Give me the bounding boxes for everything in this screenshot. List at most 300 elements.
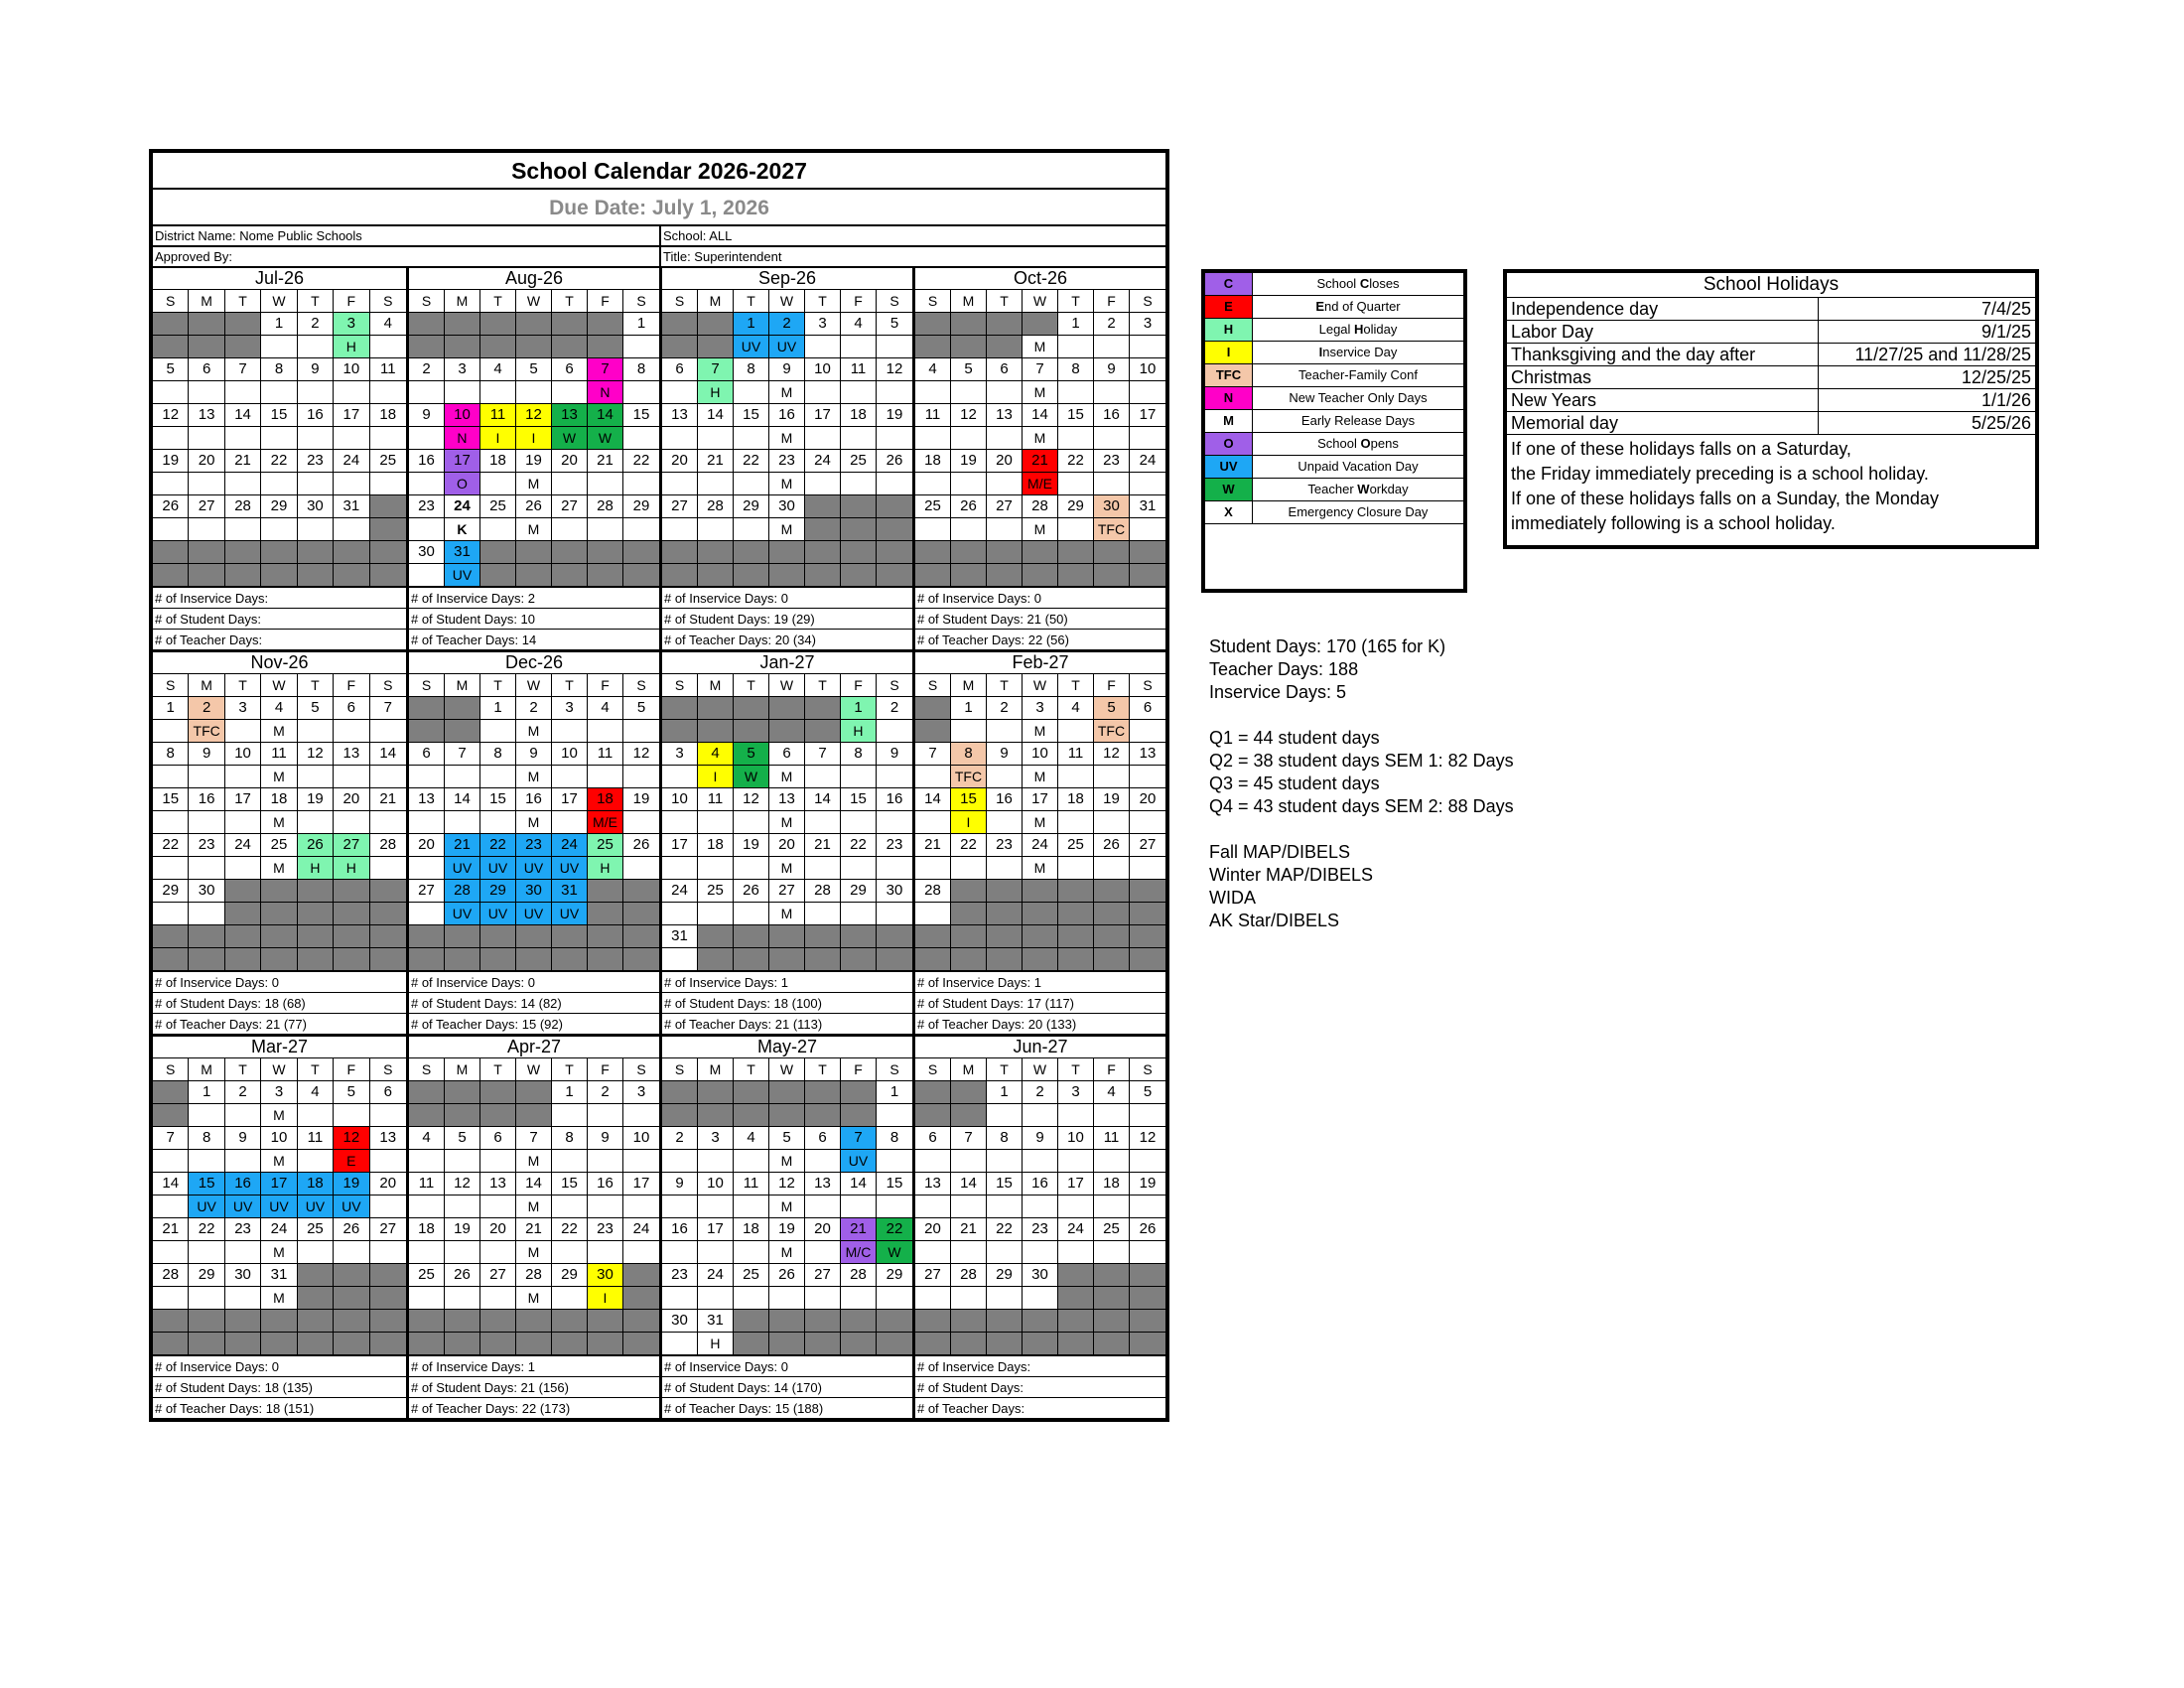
day-cell: 2	[769, 313, 805, 336]
day-cell	[805, 1081, 841, 1104]
day-code-cell	[189, 336, 224, 358]
weekday-header: S	[370, 674, 406, 697]
day-cell: 27	[552, 495, 588, 518]
day-code-cell	[915, 336, 951, 358]
legend-description	[1253, 456, 1463, 478]
weekday-header: W	[1023, 290, 1058, 313]
weekday-header: S	[370, 1058, 406, 1081]
day-cell: 11	[698, 788, 734, 811]
day-cell	[298, 1310, 334, 1333]
day-code-cell	[445, 1333, 480, 1355]
day-cell	[298, 880, 334, 903]
weekday-header: T	[734, 1058, 769, 1081]
day-cell: 29	[261, 495, 297, 518]
day-code-cell	[623, 1333, 659, 1355]
day-cell	[734, 697, 769, 720]
day-code-cell	[623, 948, 659, 971]
day-cell	[987, 1310, 1023, 1333]
day-cell	[951, 1310, 987, 1333]
day-cell: 6	[662, 358, 698, 381]
day-cell: 27	[662, 495, 698, 518]
day-code-cell	[189, 766, 224, 788]
weekday-header: W	[516, 1058, 552, 1081]
day-code-cell	[877, 766, 912, 788]
holiday-date: 7/4/25	[1980, 299, 2031, 319]
weekday-header: S	[915, 290, 951, 313]
day-cell: 29	[877, 1264, 912, 1287]
day-cell: 16	[1023, 1173, 1058, 1196]
day-cell: 10	[623, 1127, 659, 1150]
day-cell: 23	[877, 834, 912, 857]
day-code-cell: M	[769, 427, 805, 450]
day-cell	[1023, 313, 1058, 336]
day-cell	[552, 541, 588, 564]
day-cell: 21	[588, 450, 623, 473]
day-code-cell	[805, 766, 841, 788]
day-code-cell	[698, 811, 734, 834]
day-cell: 7	[516, 1127, 552, 1150]
day-code-cell	[951, 1150, 987, 1173]
day-cell: 18	[370, 404, 406, 427]
day-code-cell	[734, 1196, 769, 1218]
day-code-cell	[1058, 381, 1094, 404]
day-code-cell: I	[516, 427, 552, 450]
month-days	[662, 674, 912, 971]
day-code-cell	[334, 1241, 369, 1264]
day-cell: 14	[588, 404, 623, 427]
day-cell	[1094, 1264, 1130, 1287]
day-cell: 28	[445, 880, 480, 903]
day-cell: 27	[334, 834, 369, 857]
day-code-cell	[1058, 1333, 1094, 1355]
day-cell: 17	[552, 788, 588, 811]
stat-line: Q1 = 44 student days	[1209, 728, 1380, 748]
day-cell: 28	[915, 880, 951, 903]
month-name: Jan-27	[662, 652, 912, 674]
day-cell: 20	[334, 788, 369, 811]
day-code-cell	[877, 1196, 912, 1218]
day-cell	[915, 313, 951, 336]
day-cell	[662, 1081, 698, 1104]
month-name: Feb-27	[915, 652, 1165, 674]
student-count: # of Student Days: 19 (29)	[662, 608, 912, 629]
stat-line	[1209, 704, 1514, 727]
day-code-cell	[734, 1241, 769, 1264]
day-code-cell	[841, 564, 877, 587]
day-cell	[769, 1081, 805, 1104]
day-cell: 26	[298, 834, 334, 857]
day-code-cell	[877, 857, 912, 880]
legend	[1201, 269, 1467, 593]
day-cell: 18	[1094, 1173, 1130, 1196]
day-code-cell	[698, 1104, 734, 1127]
day-code-cell: E	[334, 1150, 369, 1173]
day-cell: 20	[552, 450, 588, 473]
day-code-cell	[951, 857, 987, 880]
day-code-cell	[334, 1333, 369, 1355]
weekday-header: W	[1023, 1058, 1058, 1081]
day-code-cell	[841, 766, 877, 788]
day-cell: 23	[409, 495, 445, 518]
day-cell	[516, 1310, 552, 1333]
day-cell: 19	[623, 788, 659, 811]
day-cell: 7	[915, 743, 951, 766]
day-code-cell	[1094, 1333, 1130, 1355]
day-cell: 15	[951, 788, 987, 811]
day-code-cell	[734, 1104, 769, 1127]
day-code-cell	[298, 1104, 334, 1127]
day-code-cell	[805, 473, 841, 495]
day-code-cell	[298, 427, 334, 450]
stat-line: AK Star/DIBELS	[1209, 911, 1340, 930]
day-code-cell	[334, 720, 369, 743]
day-cell: 10	[261, 1127, 297, 1150]
day-cell: 7	[588, 358, 623, 381]
day-cell: 28	[516, 1264, 552, 1287]
day-cell: 20	[1130, 788, 1165, 811]
day-code-cell	[153, 336, 189, 358]
day-code-cell	[409, 1333, 445, 1355]
day-code-cell	[409, 948, 445, 971]
day-cell: 8	[951, 743, 987, 766]
day-cell	[623, 541, 659, 564]
day-cell: 3	[261, 1081, 297, 1104]
day-code-cell	[370, 381, 406, 404]
day-cell: 25	[370, 450, 406, 473]
day-code-cell	[409, 473, 445, 495]
day-cell: 19	[334, 1173, 369, 1196]
legend-desc-bold: E	[1315, 299, 1325, 314]
day-cell: 3	[1023, 697, 1058, 720]
day-cell: 24	[225, 834, 261, 857]
day-code-cell: M/E	[1023, 473, 1058, 495]
day-code-cell	[987, 1150, 1023, 1173]
day-code-cell	[409, 720, 445, 743]
day-code-cell	[189, 857, 224, 880]
day-code-cell	[805, 1150, 841, 1173]
student-count: # of Student Days:	[915, 1376, 1165, 1397]
day-cell: 25	[1058, 834, 1094, 857]
day-code-cell	[734, 811, 769, 834]
weekday-header: T	[298, 1058, 334, 1081]
day-code-cell	[480, 1287, 516, 1310]
day-cell: 15	[877, 1173, 912, 1196]
day-cell: 24	[261, 1218, 297, 1241]
student-count: # of Student Days: 21 (156)	[409, 1376, 659, 1397]
day-cell: 10	[698, 1173, 734, 1196]
day-cell: 31	[552, 880, 588, 903]
day-code-cell	[552, 1241, 588, 1264]
stat-line: Teacher Days: 188	[1209, 659, 1359, 679]
day-cell: 12	[951, 404, 987, 427]
day-cell	[769, 925, 805, 948]
day-cell: 6	[1130, 697, 1165, 720]
day-cell: 28	[225, 495, 261, 518]
day-code-cell	[409, 381, 445, 404]
day-cell: 10	[334, 358, 369, 381]
day-code-cell	[409, 336, 445, 358]
school-calendar	[149, 149, 1169, 1422]
day-code-cell	[698, 1287, 734, 1310]
legend-desc-end: nd of Quarter	[1324, 299, 1401, 314]
day-cell: 1	[877, 1081, 912, 1104]
day-cell: 17	[1130, 404, 1165, 427]
day-cell: 8	[480, 743, 516, 766]
day-cell: 24	[445, 495, 480, 518]
month-days	[153, 290, 406, 587]
day-code-cell	[261, 1333, 297, 1355]
holiday-note-line: If one of these holidays falls on a Saturday,	[1511, 439, 1851, 459]
day-code-cell	[445, 336, 480, 358]
holiday-name: Independence day	[1507, 298, 1819, 320]
month-block	[153, 268, 406, 649]
day-cell: 11	[409, 1173, 445, 1196]
day-code-cell	[951, 381, 987, 404]
weekday-header: S	[915, 1058, 951, 1081]
calendar-title: School Calendar 2026-2027	[153, 153, 1165, 190]
day-cell	[480, 925, 516, 948]
day-cell: 1	[623, 313, 659, 336]
day-cell: 5	[516, 358, 552, 381]
day-cell	[370, 1264, 406, 1287]
day-cell: 30	[225, 1264, 261, 1287]
day-cell: 13	[189, 404, 224, 427]
day-cell	[841, 1310, 877, 1333]
day-cell: 19	[951, 450, 987, 473]
day-cell: 6	[769, 743, 805, 766]
day-code-cell	[1094, 1104, 1130, 1127]
legend-desc-bold: W	[1357, 482, 1370, 496]
month-block	[659, 268, 912, 649]
weekday-header: M	[698, 674, 734, 697]
day-cell: 20	[370, 1173, 406, 1196]
month-name: Oct-26	[915, 268, 1165, 290]
day-cell: 6	[189, 358, 224, 381]
day-code-cell	[1094, 766, 1130, 788]
day-code-cell	[1094, 1196, 1130, 1218]
weekday-header: S	[153, 674, 189, 697]
day-cell: 29	[623, 495, 659, 518]
day-cell: 30	[877, 880, 912, 903]
day-cell: 3	[225, 697, 261, 720]
day-cell	[298, 1264, 334, 1287]
day-code-cell	[298, 1287, 334, 1310]
day-cell: 9	[409, 404, 445, 427]
day-code-cell	[153, 1241, 189, 1264]
day-code-cell	[189, 903, 224, 925]
day-code-cell	[261, 336, 297, 358]
day-code-cell	[987, 381, 1023, 404]
day-cell	[662, 541, 698, 564]
legend-desc-bold: O	[1360, 436, 1371, 451]
stat-line: Inservice Days: 5	[1209, 682, 1347, 702]
weekday-header: S	[915, 674, 951, 697]
day-cell	[1023, 1310, 1058, 1333]
student-count: # of Student Days: 21 (50)	[915, 608, 1165, 629]
weekday-header: T	[987, 1058, 1023, 1081]
day-cell: 25	[588, 834, 623, 857]
legend-code: W	[1205, 479, 1253, 500]
day-cell: 12	[877, 358, 912, 381]
day-code-cell: M	[1023, 720, 1058, 743]
day-code-cell: M	[516, 811, 552, 834]
day-code-cell: UV	[298, 1196, 334, 1218]
day-cell: 5	[623, 697, 659, 720]
day-code-cell: M	[769, 857, 805, 880]
day-code-cell	[225, 427, 261, 450]
day-cell: 7	[951, 1127, 987, 1150]
inservice-count: # of Inservice Days: 0	[409, 971, 659, 992]
day-cell: 15	[480, 788, 516, 811]
day-code-cell: UV	[445, 857, 480, 880]
day-code-cell	[662, 903, 698, 925]
school-name: School: ALL	[663, 228, 733, 243]
day-cell: 25	[1094, 1218, 1130, 1241]
day-code-cell	[298, 381, 334, 404]
day-cell: 23	[588, 1218, 623, 1241]
day-code-cell	[1058, 720, 1094, 743]
day-code-cell	[1023, 948, 1058, 971]
day-code-cell	[841, 381, 877, 404]
weekday-header: F	[334, 674, 369, 697]
day-code-cell	[769, 948, 805, 971]
day-cell: 30	[1094, 495, 1130, 518]
day-cell: 23	[516, 834, 552, 857]
month-name: Jun-27	[915, 1037, 1165, 1058]
day-code-cell	[805, 518, 841, 541]
day-cell: 11	[734, 1173, 769, 1196]
day-code-cell	[298, 1333, 334, 1355]
stat-line: Winter MAP/DIBELS	[1209, 865, 1374, 885]
day-cell	[877, 541, 912, 564]
weekday-header: S	[153, 1058, 189, 1081]
day-code-cell: M	[769, 518, 805, 541]
legend-code: UV	[1205, 456, 1253, 478]
day-cell	[734, 1081, 769, 1104]
day-cell: 7	[841, 1127, 877, 1150]
day-cell	[480, 1310, 516, 1333]
day-code-cell	[698, 473, 734, 495]
day-cell: 4	[915, 358, 951, 381]
day-cell: 14	[1023, 404, 1058, 427]
day-code-cell	[915, 564, 951, 587]
holiday-name: Thanksgiving and the day after	[1507, 344, 1819, 365]
legend-description	[1253, 479, 1463, 500]
day-code-cell: M	[516, 1150, 552, 1173]
day-cell	[1023, 541, 1058, 564]
day-cell: 7	[698, 358, 734, 381]
day-cell: 11	[370, 358, 406, 381]
weekday-header: F	[334, 290, 369, 313]
legend-description	[1253, 433, 1463, 455]
day-cell: 8	[734, 358, 769, 381]
day-code-cell	[805, 1333, 841, 1355]
day-code-cell: M	[261, 1104, 297, 1127]
day-cell: 22	[552, 1218, 588, 1241]
day-code-cell	[662, 427, 698, 450]
day-code-cell: M	[516, 1241, 552, 1264]
day-code-cell	[445, 1196, 480, 1218]
day-code-cell	[1058, 473, 1094, 495]
legend-desc-start: Legal	[1318, 322, 1355, 337]
day-cell: 3	[698, 1127, 734, 1150]
day-cell: 25	[298, 1218, 334, 1241]
day-cell: 2	[409, 358, 445, 381]
day-code-cell	[1058, 948, 1094, 971]
holiday-list	[1507, 298, 2035, 435]
day-code-cell	[334, 1287, 369, 1310]
day-cell: 17	[445, 450, 480, 473]
holiday-row	[1507, 412, 2035, 435]
weekday-header: F	[588, 290, 623, 313]
weekday-header: T	[480, 674, 516, 697]
day-code-cell	[734, 720, 769, 743]
day-cell: 8	[153, 743, 189, 766]
day-code-cell	[1094, 857, 1130, 880]
day-cell: 14	[841, 1173, 877, 1196]
day-code-cell: M	[261, 811, 297, 834]
legend-desc-start: New Teacher Only Days	[1289, 390, 1428, 405]
day-code-cell	[261, 473, 297, 495]
day-cell: 2	[516, 697, 552, 720]
day-cell	[623, 1310, 659, 1333]
day-code-cell: UV	[334, 1196, 369, 1218]
day-cell: 16	[409, 450, 445, 473]
day-cell: 3	[445, 358, 480, 381]
day-cell: 5	[1130, 1081, 1165, 1104]
day-code-cell	[409, 427, 445, 450]
day-code-cell: M	[516, 473, 552, 495]
day-cell	[805, 925, 841, 948]
holiday-row	[1507, 298, 2035, 321]
day-code-cell	[588, 1241, 623, 1264]
day-code-cell	[1130, 1287, 1165, 1310]
day-code-cell: M	[261, 1150, 297, 1173]
day-cell: 4	[298, 1081, 334, 1104]
day-code-cell	[623, 766, 659, 788]
day-cell	[1058, 880, 1094, 903]
day-cell	[189, 313, 224, 336]
day-code-cell	[915, 857, 951, 880]
weekday-header: T	[805, 1058, 841, 1081]
day-cell: 20	[805, 1218, 841, 1241]
day-cell: 26	[1094, 834, 1130, 857]
day-code-cell	[841, 811, 877, 834]
holiday-row	[1507, 366, 2035, 389]
day-code-cell	[153, 1287, 189, 1310]
day-cell	[698, 1081, 734, 1104]
day-cell	[1058, 1264, 1094, 1287]
day-cell: 8	[987, 1127, 1023, 1150]
day-cell: 24	[662, 880, 698, 903]
day-cell	[370, 925, 406, 948]
day-code-cell: M	[516, 766, 552, 788]
day-cell: 6	[480, 1127, 516, 1150]
day-cell	[805, 495, 841, 518]
day-code-cell	[480, 1333, 516, 1355]
day-code-cell	[370, 948, 406, 971]
day-cell: 27	[915, 1264, 951, 1287]
day-code-cell	[1130, 1196, 1165, 1218]
day-code-cell	[445, 766, 480, 788]
day-code-cell	[189, 1287, 224, 1310]
day-cell	[951, 925, 987, 948]
day-code-cell	[662, 1150, 698, 1173]
legend-row	[1205, 273, 1463, 296]
day-cell: 7	[153, 1127, 189, 1150]
day-cell: 4	[409, 1127, 445, 1150]
day-code-cell	[552, 1104, 588, 1127]
